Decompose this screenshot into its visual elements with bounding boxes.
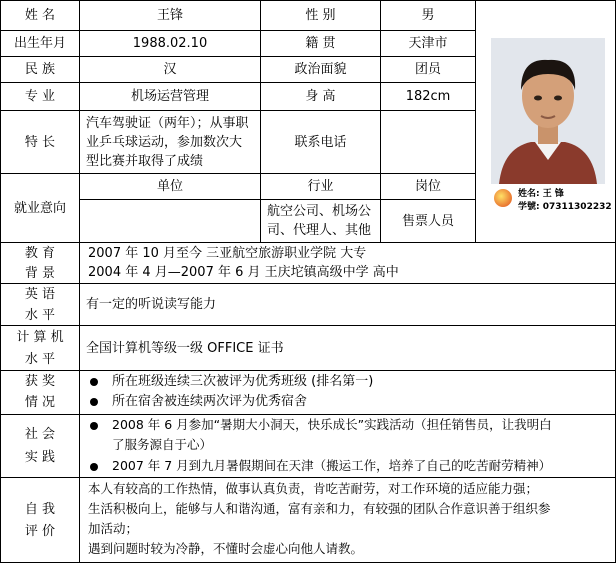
social-item-2 <box>90 457 551 475</box>
ethnic-label-cell <box>0 56 80 83</box>
job-position-header-cell <box>380 173 476 200</box>
bullet-icon <box>90 378 98 386</box>
job-label-cell <box>0 173 80 243</box>
edu-row-2: 2004 年 4 月—2007 年 6 月 王庆坨镇高级中学 高中 <box>88 265 399 280</box>
major-label: 专 业 <box>24 89 56 104</box>
native-label: 籍 贯 <box>305 36 336 51</box>
social-2-text: 2007 年 7 月到九月暑假期间在天津（搬运工作，培养了自己的吃苦耐劳精神） <box>112 458 552 473</box>
award-item-2 <box>90 393 307 411</box>
social-1-line1: 2008 年 6 月参加“暑期大小洞天，快乐成长”实践活动（担任销售员，让我明白 <box>112 417 552 432</box>
social-value-cell <box>79 414 616 478</box>
job-industry-header-cell <box>260 173 381 200</box>
specialty-value: 汽车驾驶证（两年）；从事职业乒乓球运动，参加数次大型比赛并取得了成绩 <box>86 116 249 169</box>
computer-value-cell <box>79 325 616 371</box>
edu-label-1: 教 育 <box>24 245 56 261</box>
award-1-text: 所在班级连续三次被评为优秀班级 (排名第一) <box>112 374 374 389</box>
job-position-value-cell <box>380 199 476 243</box>
job-industry-value: 航空公司、机场公司、代理人、其他 <box>267 204 372 238</box>
self-line-4: 遇到问题时较为冷静，不懂时会虚心向他人请教。 <box>88 541 364 556</box>
edu-row-1: 2007 年 10 月至今 三亚航空旅游职业学院 大专 <box>88 246 367 261</box>
computer-label-2: 水 平 <box>24 351 56 367</box>
politics-label-cell <box>260 56 381 83</box>
photo-caption-id: 学號: 07311302232 <box>518 202 612 212</box>
native-label-cell <box>260 30 381 57</box>
ethnic-value-cell <box>79 56 261 83</box>
self-label-1: 自 我 <box>24 501 56 517</box>
edu-label-cell <box>0 242 80 284</box>
bullet-icon <box>90 398 98 406</box>
job-industry-value-cell <box>260 199 381 243</box>
english-value-cell <box>79 283 616 326</box>
social-label-2: 实 践 <box>24 450 56 465</box>
phone-label-cell <box>260 110 381 174</box>
job-unit-header: 单位 <box>156 179 183 194</box>
specialty-label-cell <box>0 110 80 174</box>
english-label-1: 英 语 <box>24 287 56 302</box>
photo-caption-name: 姓名: 王 锋 <box>518 189 564 199</box>
height-label: 身 高 <box>305 89 336 104</box>
award-item-1 <box>90 373 373 391</box>
job-unit-header-cell <box>79 173 261 200</box>
bullet-icon <box>90 422 98 430</box>
politics-value-cell <box>380 56 476 83</box>
award-2-text: 所在宿舍被连续两次评为优秀宿舍 <box>112 394 308 409</box>
name-value-cell <box>79 0 261 31</box>
height-label-cell <box>260 82 381 111</box>
awards-label-2: 情 况 <box>24 395 56 410</box>
ethnic-value: 汉 <box>163 62 177 77</box>
specialty-value-cell <box>79 110 261 174</box>
english-label-cell <box>0 283 80 326</box>
politics-label: 政治面貌 <box>294 62 347 77</box>
gender-value: 男 <box>421 8 435 23</box>
job-industry-header: 行业 <box>307 179 334 194</box>
gender-value-cell <box>380 0 476 31</box>
ethnic-label: 民 族 <box>24 62 56 77</box>
phone-value-cell <box>380 110 476 174</box>
birth-value-cell <box>79 30 261 57</box>
major-label-cell <box>0 82 80 111</box>
edu-label-2: 背 景 <box>24 265 56 281</box>
self-line-2: 生活积极向上，能够与人和谐沟通，富有亲和力，有较强的团队合作意识善于组织参 <box>88 501 551 516</box>
specialty-label: 特 长 <box>24 134 56 150</box>
english-value: 有一定的听说读写能力 <box>86 297 217 312</box>
native-value-cell <box>380 30 476 57</box>
gender-label: 性 别 <box>305 8 336 23</box>
name-label-cell <box>0 0 80 31</box>
awards-value-cell <box>79 370 616 415</box>
self-value-cell <box>79 477 616 563</box>
english-label-2: 水 平 <box>24 307 56 323</box>
computer-value: 全国计算机等级一级 OFFICE 证书 <box>86 340 284 356</box>
person-photo-icon <box>491 38 605 184</box>
computer-label-cell <box>0 325 80 371</box>
politics-value: 团员 <box>414 62 441 77</box>
profile-photo <box>491 38 605 184</box>
name-value: 王锋 <box>156 8 183 23</box>
social-1-line2: 了服务源自于心） <box>112 437 213 452</box>
native-value: 天津市 <box>408 36 448 51</box>
self-label-cell <box>0 477 80 563</box>
job-unit-value-cell <box>79 199 261 243</box>
self-label-2: 评 价 <box>24 523 56 539</box>
edu-value-cell <box>79 242 616 284</box>
job-label: 就业意向 <box>13 200 66 216</box>
name-label: 姓 名 <box>24 8 56 23</box>
job-position-value: 售票人员 <box>401 213 454 229</box>
birth-label-cell <box>0 30 80 57</box>
social-item-1 <box>90 416 552 434</box>
major-value: 机场运营管理 <box>130 89 209 104</box>
gender-label-cell <box>260 0 381 31</box>
birth-value: 1988.02.10 <box>132 36 208 51</box>
self-line-1: 本人有较高的工作热情，做事认真负责，肯吃苦耐劳，对工作环境的适应能力强； <box>88 481 539 496</box>
photo-caption <box>518 188 612 214</box>
computer-label-1: 计 算 机 <box>16 329 64 345</box>
birth-label: 出生年月 <box>13 36 66 51</box>
bullet-icon <box>90 463 98 471</box>
major-value-cell <box>79 82 261 111</box>
job-position-header: 岗位 <box>414 179 441 194</box>
photo-caption-logo-icon <box>494 189 512 207</box>
phone-label: 联系电话 <box>294 134 347 150</box>
social-label-cell <box>0 414 80 478</box>
height-value-cell <box>380 82 476 111</box>
awards-label-cell <box>0 370 80 415</box>
awards-label-1: 获 奖 <box>24 374 56 389</box>
height-value: 182cm <box>405 89 451 104</box>
self-line-3: 加活动； <box>88 521 139 536</box>
social-label-1: 社 会 <box>24 427 56 442</box>
